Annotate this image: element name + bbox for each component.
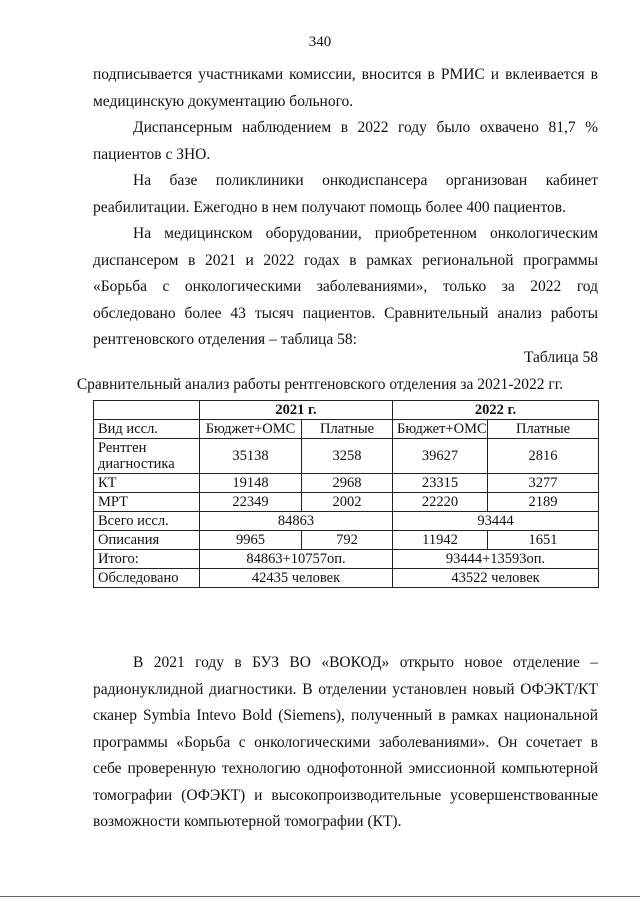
table-row-descriptions <box>94 531 599 550</box>
row-label: Описания <box>94 531 200 550</box>
table-header-empty <box>94 401 200 420</box>
table-row <box>94 474 599 493</box>
cell-value: 19148 <box>200 474 302 493</box>
cell-value: 22220 <box>393 493 488 512</box>
cell-value: 39627 <box>393 439 488 474</box>
cell-value: 84863 <box>200 512 393 531</box>
cell-value: 3258 <box>302 439 393 474</box>
row-label: Итого: <box>94 550 200 569</box>
table-header-budget-2021: Бюджет+ОМС <box>200 420 302 439</box>
cell-value: 84863+10757оп. <box>200 550 393 569</box>
table-row-total <box>94 512 599 531</box>
cell-value: 93444 <box>393 512 599 531</box>
cell-value: 3277 <box>488 474 599 493</box>
page-number: 340 <box>308 34 332 50</box>
table-label: Таблица 58 <box>523 349 598 366</box>
cell-value: 9965 <box>200 531 302 550</box>
table-header-sub <box>94 420 599 439</box>
row-label: МРТ <box>94 493 200 512</box>
table-title: Сравнительный анализ работы рентгеновского отделения за 2021-2022 гг. <box>76 376 564 393</box>
cell-value: 2968 <box>302 474 393 493</box>
paragraph-3: На базе поликлиники онкодиспансера организован кабинет реабилитации. Ежегодно в нем получают помощь более 400 пациентов. <box>93 172 598 216</box>
table-header-paid-2021: Платные <box>302 420 393 439</box>
table-header-col-label: Вид иссл. <box>94 420 200 439</box>
table-header-budget-2022: Бюджет+ОМС <box>393 420 488 439</box>
table-row <box>94 493 599 512</box>
cell-value: 42435 человек <box>200 569 393 588</box>
cell-value: 93444+13593оп. <box>393 550 599 569</box>
cell-value: 35138 <box>200 439 302 474</box>
table-row <box>94 439 599 474</box>
paragraph-4: На медицинском оборудовании, приобретенном онкологическим диспансером в 2021 и 2022 годах в рамках региональной программы «Борьба с онкологическими заболеваниями», только за 2022 год обследовано более 43 тысяч пациентов. Сравнительный анализ работы рентгеновского отделения – таблица 58: <box>93 225 598 348</box>
cell-value: 792 <box>302 531 393 550</box>
table-header-paid-2022: Платные <box>488 420 599 439</box>
cell-value: 1651 <box>488 531 599 550</box>
after-table-text <box>93 650 598 836</box>
cell-value: 43522 человек <box>393 569 599 588</box>
table-row-examined <box>94 569 599 588</box>
comparison-table <box>93 400 599 588</box>
paragraph-2: Диспансерным наблюдением в 2022 году было охвачено 81,7 % пациентов с ЗНО. <box>93 119 598 163</box>
row-label: Рентген диагностика <box>94 439 200 474</box>
row-label: КТ <box>94 474 200 493</box>
cell-value: 11942 <box>393 531 488 550</box>
cell-value: 22349 <box>200 493 302 512</box>
table-header-year-2021: 2021 г. <box>200 401 393 420</box>
cell-value: 23315 <box>393 474 488 493</box>
cell-value: 2816 <box>488 439 599 474</box>
table-header-year-2022: 2022 г. <box>393 401 599 420</box>
table-header-years <box>94 401 599 420</box>
row-label: Всего иссл. <box>94 512 200 531</box>
paragraph-1: подписывается участниками комиссии, вносится в РМИС и вклеивается в медицинскую документацию больного. <box>93 66 598 110</box>
paragraph-5: В 2021 году в БУЗ ВО «ВОКОД» открыто новое отделение – радионуклидной диагностики. В отделении установлен новый ОФЭКТ/КТ сканер Symbia Intevo Bold (Siemens), полученный в рамках национальной программы «Борьба с онкологическими заболеваниями». Он сочетает в себе проверенную технологию однофотонной эмиссионной компьютерной томографии (ОФЭКТ) и высокопроизводительные усовершенствованные возможности компьютерной томографии (КТ). <box>93 654 598 830</box>
row-label: Обследовано <box>94 569 200 588</box>
cell-value: 2189 <box>488 493 599 512</box>
cell-value: 2002 <box>302 493 393 512</box>
body-text <box>93 62 598 354</box>
footer-divider <box>0 896 640 897</box>
table-row-itogo <box>94 550 599 569</box>
